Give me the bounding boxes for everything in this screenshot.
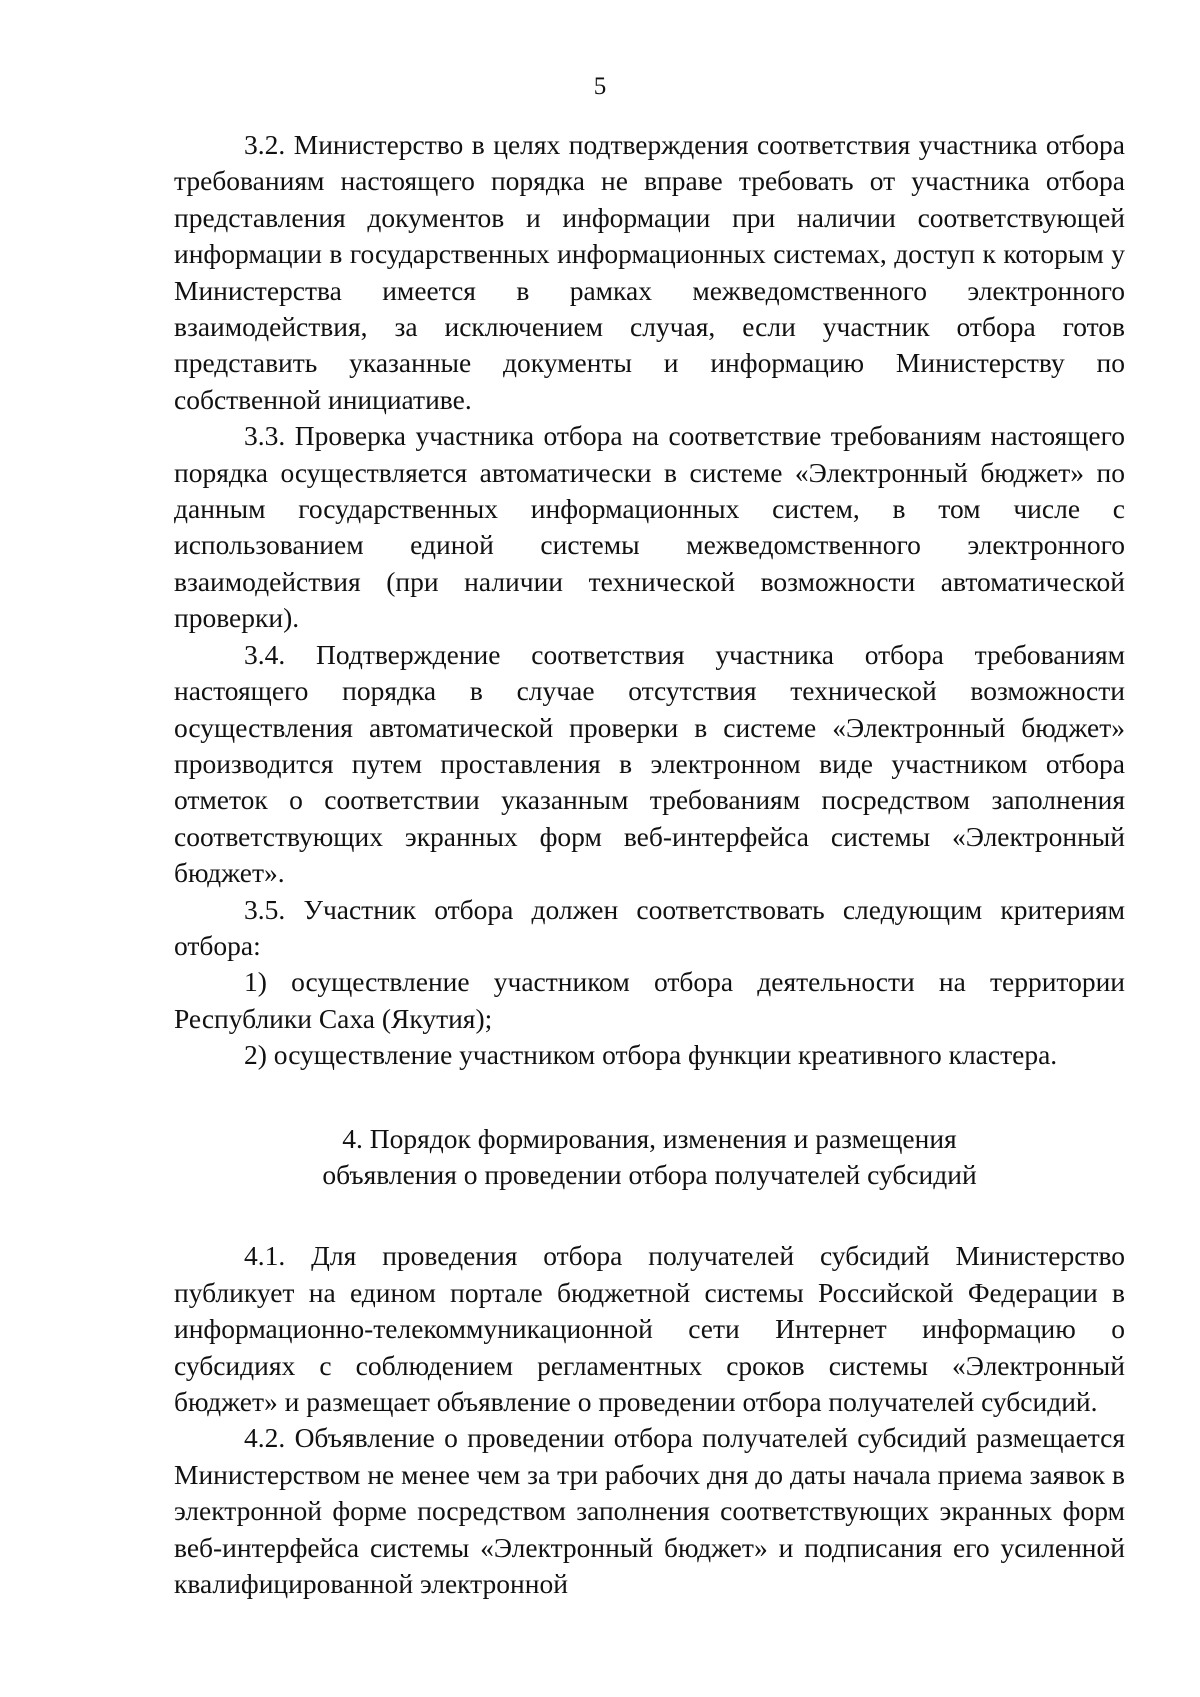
- paragraph-3-4: 3.4. Подтверждение соответствия участника отбора требованиям настоящего порядка в случае отсутствия технической возможности осуществления автоматической проверки в системе «Электронный бюджет» производится путем проставления в электронном виде участником отбора отметок о соответствии указанным требованиям посредством заполнения соответствующих экранных форм веб-интерфейса системы «Электронный бюджет».: [174, 638, 1125, 889]
- criterion-1: 1) осуществление участником отбора деятельности на территории Республики Саха (Якутия);: [174, 966, 1125, 1034]
- paragraph-3-5: 3.5. Участник отбора должен соответствовать следующим критериям отбора:: [174, 893, 1125, 961]
- section-heading-line-2: объявления о проведении отбора получателей субсидий: [322, 1158, 977, 1190]
- page-number: 5: [593, 73, 607, 100]
- section-heading-line-1: 4. Порядок формирования, изменения и размещения: [342, 1122, 957, 1154]
- section-heading: [174, 1121, 1125, 1194]
- paragraph-4-1: 4.1. Для проведения отбора получателей субсидий Министерство публикует на едином портале бюджетной системы Российской Федерации в информационно-телекоммуникационной сети Интернет информацию о субсидиях с соблюдением регламентных сроков системы «Электронный бюджет» и размещает объявление о проведении отбора получателей субсидий.: [174, 1240, 1125, 1417]
- paragraph-3-2: 3.2. Министерство в целях подтверждения соответствия участника отбора требованиям настоящего порядка не вправе требовать от участника отбора представления документов и информации при наличии соответствующей информации в государственных информационных системах, доступ к которым у Министерства имеется в рамках межведомственного электронного взаимодействия, за исключением случая, если участник отбора готов представить указанные документы и информацию Министерству по собственной инициативе.: [174, 129, 1125, 415]
- document-body: [174, 127, 1125, 1602]
- paragraph-3-3: 3.3. Проверка участника отбора на соответствие требованиям настоящего порядка осуществляется автоматически в системе «Электронный бюджет» по данным государственных информационных систем, в том числе с использованием единой системы межведомственного электронного взаимодействия (при наличии технической возможности автоматической проверки).: [174, 420, 1125, 634]
- paragraph-4-2: 4.2. Объявление о проведении отбора получателей субсидий размещается Министерством не менее чем за три рабочих дня до даты начала приема заявок в электронной форме посредством заполнения соответствующих экранных форм веб-интерфейса системы «Электронный бюджет» и подписания его усиленной квалифицированной электронной: [174, 1422, 1125, 1600]
- criterion-2: 2) осуществление участником отбора функции креативного кластера.: [244, 1039, 1058, 1071]
